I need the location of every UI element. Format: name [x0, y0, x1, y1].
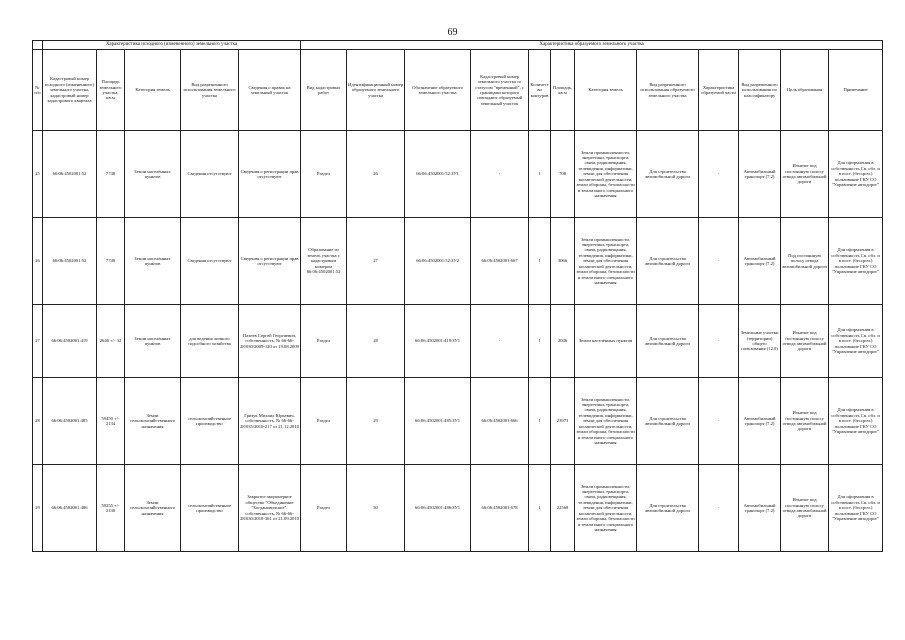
cell-note: Для оформления в собственность Св. обл. и в пост. (бессроч.) пользование ГКУ СО "Управление автодорог" — [829, 465, 883, 552]
cell-classifier: Земельные участки (территории) общего пользования (12.0) — [739, 305, 781, 378]
header-note: Примечание — [829, 50, 883, 131]
cell-category: Земли промышленности, энергетики, транспорта, связи, радиовещания, телевидения, информатики, земли для обеспечения космической деятельности, земли обороны, безопасности и земли иного специального назначения — [575, 131, 637, 218]
cell-classifier: Автомобильный транспорт (7.2) — [739, 378, 781, 465]
cell-src-category: Земли населённых пунктов — [125, 305, 181, 378]
cell-src-rights: Гризук Михаил Юрьевич, собственность, № 66-66-28/035/2010-217 от 21.12.2010 — [239, 378, 301, 465]
cell-temp-cad: 66:06:4502001:666 — [471, 378, 529, 465]
cell-temp-cad: 66:06:4502001:678 — [471, 465, 529, 552]
header-columns-row — [33, 50, 883, 131]
header-contours: Количество контуров — [529, 50, 551, 131]
cell-use: Для строительства автомобильной дороги — [637, 131, 699, 218]
cell-purpose: Изъятие под постоянную полосу отвода автомобильной дороги — [781, 378, 829, 465]
cell-src-cad: 66:06:4502001:52 — [43, 131, 97, 218]
cell-contours: 1 — [529, 131, 551, 218]
cell-work-type: Раздел — [301, 465, 347, 552]
table-row — [33, 465, 883, 552]
cell-use: Для строительства автомобильной дороги — [637, 465, 699, 552]
cell-src-use: для ведения личного подсобного хозяйства — [181, 305, 239, 378]
header-src-rights: Сведения о правах на земельный участок — [239, 50, 301, 131]
cell-note: Для оформления в собственность Св. обл. и в пост. (бессроч.) пользование ГКУ СО "Управление автодорог" — [829, 378, 883, 465]
cell-src-category: Земли населённых пунктов — [125, 218, 181, 305]
cell-src-rights: Закрытое акционерное общество "Объединение "Богдановичское", собственность, № 66-66-28/030/2010-361 от 21.09.2010 — [239, 465, 301, 552]
header-designation: Обозначение образуемого земельного участка — [405, 50, 471, 131]
cell-area: 708 — [551, 131, 575, 218]
table-row — [33, 131, 883, 218]
cell-id-number: 26 — [347, 131, 405, 218]
cell-classifier: Автомобильный транспорт (7.2) — [739, 218, 781, 305]
table-row — [33, 218, 883, 305]
cell-src-category: Земли сельскохозяйственного назначения — [125, 378, 181, 465]
header-group-row — [33, 41, 883, 50]
header-work-type: Вид кадастровых работ — [301, 50, 347, 131]
cell-src-rights: Сведения о регистрации прав отсутствуют — [239, 131, 301, 218]
cell-purpose: Под постоянную полосу отвода автомобильной дороги — [781, 218, 829, 305]
cell-src-category: Земли населённых пунктов — [125, 131, 181, 218]
cell-src-cad: 66:06:4502001:486 — [43, 465, 97, 552]
cell-designation: 66:06:4502001:485:ЗУ1 — [405, 378, 471, 465]
cell-src-category: Земли сельскохозяйственного назначения — [125, 465, 181, 552]
cell-src-area: 7749 — [97, 218, 125, 305]
cell-contours: 1 — [529, 465, 551, 552]
land-plots-table — [32, 40, 883, 552]
cell-temp-cad: - — [471, 131, 529, 218]
cell-src-use: Сведения отсутствуют — [181, 131, 239, 218]
cell-note: Для оформления в собственность Св. обл. и в пост. (бессроч.) пользование ГКУ СО "Управление автодорог" — [829, 131, 883, 218]
cell-temp-cad: 66:06:4502001:667 — [471, 218, 529, 305]
cell-src-area: 7748 — [97, 131, 125, 218]
cell-temp-cad: - — [471, 305, 529, 378]
cell-src-cad: 66:06:4502001:52 — [43, 218, 97, 305]
cell-src-cad: 66:06:4502001:485 — [43, 378, 97, 465]
cell-note: Для оформления в собственность Св. обл. и в пост. (бессроч.) пользование ГКУ СО "Управление автодорог" — [829, 305, 883, 378]
header-purpose: Цель образования — [781, 50, 829, 131]
cell-part: - — [699, 131, 739, 218]
cell-src-area: 59450 +/- 2134 — [97, 378, 125, 465]
header-group-formed: Характеристика образуемого земельного участка — [301, 41, 883, 50]
cell-category: Земли промышленности, энергетики, транспорта, связи, радиовещания, телевидения, информатики, земли для обеспечения космической деятельности, земли обороны, безопасности и земли иного специального назначения — [575, 378, 637, 465]
cell-classifier: Автомобильный транспорт (7.2) — [739, 465, 781, 552]
cell-src-use: Сведения отсутствуют — [181, 218, 239, 305]
header-temp-cad: Кадастровый номер земельного участка со статусом "временный", с границами которого совпадают образуемый земельный участок — [471, 50, 529, 131]
header-area: Площадь, кв.м — [551, 50, 575, 131]
cell-work-type: Раздел — [301, 378, 347, 465]
cell-work-type: Раздел — [301, 131, 347, 218]
cell-part: - — [699, 305, 739, 378]
cell-area: 22568 — [551, 465, 575, 552]
cell-category: Земли населённых пунктов — [575, 305, 637, 378]
cell-purpose: Изъятие под постоянную полосу отвода автомобильной дороги — [781, 305, 829, 378]
cell-src-use: сельскохозяйственное производство — [181, 378, 239, 465]
cell-use: Для строительства автомобильной дороги — [637, 218, 699, 305]
header-id-number: Идентификационный номер образуемого земельного участка — [347, 50, 405, 131]
header-src-cad: Кадастровый номер исходного (измененного) земельного участка, кадастровый номер кадастрового квартала — [43, 50, 97, 131]
header-use: Вид разрешенного использования образуемого земельного участка — [637, 50, 699, 131]
cell-use: Для строительства автомобильной дороги — [637, 305, 699, 378]
cell-contours: 1 — [529, 218, 551, 305]
cell-area: 2046 — [551, 305, 575, 378]
cell-id-number: 30 — [347, 465, 405, 552]
cell-purpose: Изъятие под постоянную полосу отвода автомобильной дороги — [781, 131, 829, 218]
table-row — [33, 378, 883, 465]
cell-id-number: 27 — [347, 218, 405, 305]
cell-src-use: сельскохозяйственное производство — [181, 465, 239, 552]
cell-category: Земли промышленности, энергетики, транспорта, связи, радиовещания, телевидения, информатики, земли для обеспечения космической деятельности, земли обороны, безопасности и земли иного специального назначения — [575, 218, 637, 305]
header-empty-cell — [33, 41, 43, 50]
cell-designation: 66:06:4502001:419:ЗУ1 — [405, 305, 471, 378]
cell-use: Для строительства автомобильной дороги — [637, 378, 699, 465]
header-part: Характеристика образуемой части — [699, 50, 739, 131]
cell-id-number: 28 — [347, 305, 405, 378]
cell-work-type: Раздел — [301, 305, 347, 378]
cell-category: Земли промышленности, энергетики, транспорта, связи, радиовещания, телевидения, информатики, земли для обеспечения космической деятельности, земли обороны, безопасности и земли иного специального назначения — [575, 465, 637, 552]
page-number: 69 — [447, 27, 458, 38]
header-category: Категория земель — [575, 50, 637, 131]
header-src-category: Категория земель — [125, 50, 181, 131]
cell-num: 26 — [33, 218, 43, 305]
cell-src-area: 59255 +/- 2130 — [97, 465, 125, 552]
cell-num: 29 — [33, 465, 43, 552]
cell-num: 28 — [33, 378, 43, 465]
cell-designation: 66:06:4502001:52:ЗУ1 — [405, 131, 471, 218]
header-classifier: Вид разрешенного использования по классификатору — [739, 50, 781, 131]
header-src-area: Площадь земельного участка, кв.м — [97, 50, 125, 131]
cell-designation: 66:06:4502001:486:ЗУ1 — [405, 465, 471, 552]
cell-src-cad: 66:06:4502001:419 — [43, 305, 97, 378]
cell-work-type: Образование из земель участка с кадастровым номером 66:06:4502001:52 — [301, 218, 347, 305]
cell-src-area: 2646 +/- 32 — [97, 305, 125, 378]
cell-designation: 66:06:4502001:52:ЗУ2 — [405, 218, 471, 305]
cell-area: 3066 — [551, 218, 575, 305]
cell-contours: 1 — [529, 378, 551, 465]
header-group-source: Характеристика исходного (измененного) земельного участка — [43, 41, 301, 50]
cell-part: - — [699, 218, 739, 305]
cell-note: Для оформления в собственность Св. обл. и в пост. (бессроч.) пользование ГКУ СО "Управление автодорог" — [829, 218, 883, 305]
cell-num: 25 — [33, 131, 43, 218]
cell-part: - — [699, 378, 739, 465]
cell-part: - — [699, 465, 739, 552]
cell-purpose: Изъятие под постоянную полосу отвода автомобильной дороги — [781, 465, 829, 552]
cell-area: 23973 — [551, 378, 575, 465]
cell-id-number: 29 — [347, 378, 405, 465]
cell-src-rights: Пахеев Сергей Георгиевич, собственность, № 66-66-28/030/2009-120 от 19.08.2009 — [239, 305, 301, 378]
cell-classifier: Автомобильный транспорт (7.2) — [739, 131, 781, 218]
cell-src-rights: Сведения о регистрации прав отсутствуют — [239, 218, 301, 305]
header-num: № п/п — [33, 50, 43, 131]
cell-contours: 1 — [529, 305, 551, 378]
table-row — [33, 305, 883, 378]
cell-num: 27 — [33, 305, 43, 378]
header-src-use: Вид разрешенного использования земельного участка — [181, 50, 239, 131]
